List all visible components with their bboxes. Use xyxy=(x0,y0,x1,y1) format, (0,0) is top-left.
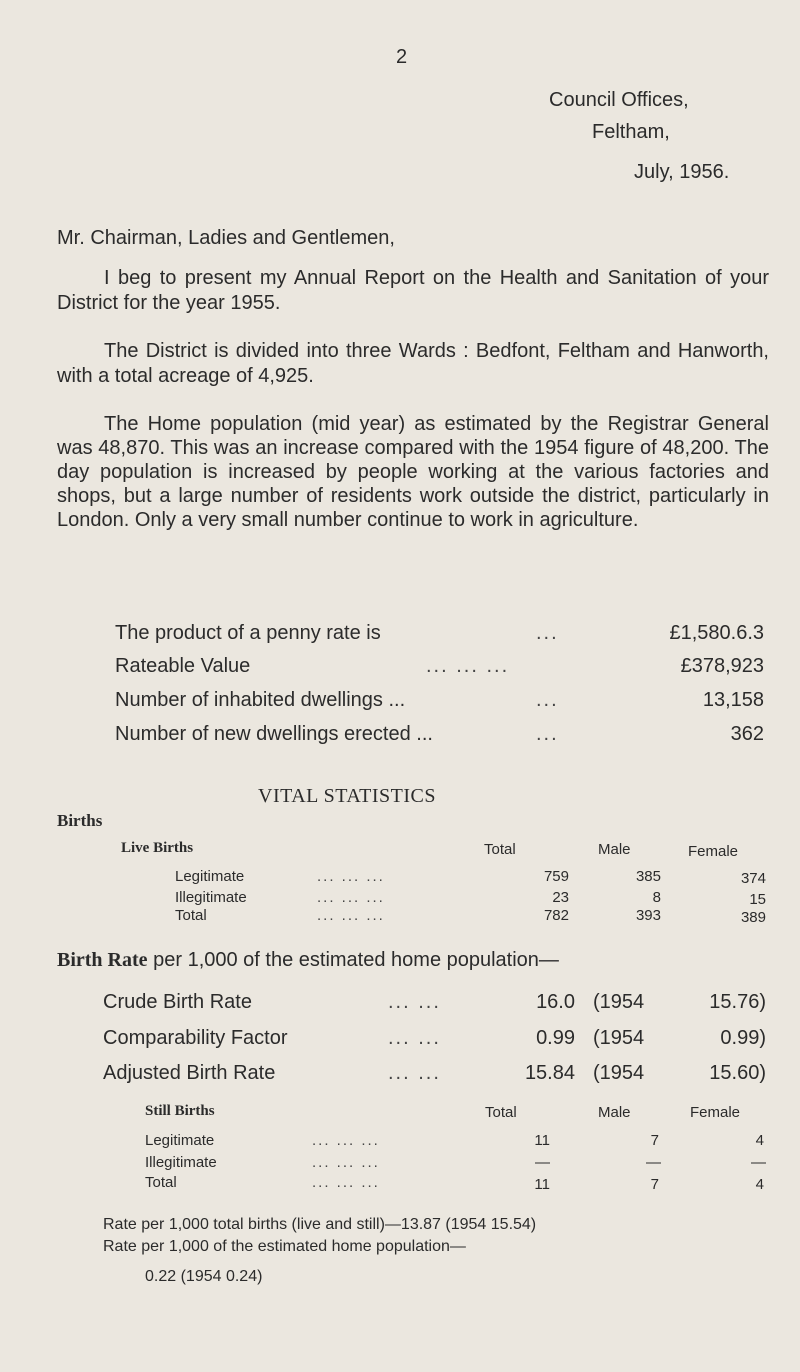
paragraph-population-text: The Home population (mid year) as estimated by the Registrar General was 48,870. This was an increase compared with the 1954 figure of 48,200. The day population is increased by people working at the various factories and shops, but a large number of residents work outside the district, particularly in London. Only a very small number continue to work in agriculture. xyxy=(57,413,769,531)
row-label: Total xyxy=(175,907,207,924)
rate-prev-label: (1954 xyxy=(593,991,645,1013)
footer-line-1: Rate per 1,000 total births (live and still)—13.87 (1954 15.54) xyxy=(103,1216,537,1233)
page-number: 2 xyxy=(396,46,408,68)
rate-prev-value: 0.99) xyxy=(720,1027,766,1049)
cell-female: 4 xyxy=(755,1176,764,1193)
rate-prev-value: 15.60) xyxy=(709,1062,766,1084)
column-header: Total xyxy=(484,841,516,858)
birth-rate-heading-bold: Birth Rate xyxy=(57,949,148,971)
table-heading: Still Births xyxy=(145,1103,215,1119)
leader-dots: ... xyxy=(536,622,559,644)
column-header: Male xyxy=(598,841,631,858)
salutation: Mr. Chairman, Ladies and Gentlemen, xyxy=(57,227,395,249)
leader-dots: ... ... xyxy=(388,1027,441,1049)
cell-total: — xyxy=(535,1154,550,1171)
summary-label: Rateable Value xyxy=(115,655,251,677)
summary-label: Number of inhabited dwellings ... xyxy=(115,689,406,711)
rate-label: Adjusted Birth Rate xyxy=(103,1062,276,1084)
cell-male: — xyxy=(646,1154,661,1171)
leader-dots: ... ... ... xyxy=(426,655,510,677)
cell-female: — xyxy=(751,1154,766,1171)
summary-value: 362 xyxy=(730,723,764,745)
summary-value: £1,580.6.3 xyxy=(669,622,764,644)
paragraph-wards-text: The District is divided into three Wards : Bedfont, Feltham and Hanworth, with a total acreage of 4,925. xyxy=(57,340,769,387)
leader-dots: ... xyxy=(536,689,559,711)
section-title: VITAL STATISTICS xyxy=(258,785,436,807)
summary-value: £378,923 xyxy=(680,655,764,677)
leader-dots: ... ... ... xyxy=(312,1132,380,1149)
birth-rate-heading-rest: per 1,000 of the estimated home population— xyxy=(153,949,559,971)
leader-dots: ... ... xyxy=(388,991,441,1013)
cell-total: 11 xyxy=(534,1132,550,1149)
summary-label: Number of new dwellings erected ... xyxy=(115,723,433,745)
rate-prev-value: 15.76) xyxy=(709,991,766,1013)
leader-dots: ... ... ... xyxy=(317,868,385,885)
column-header: Male xyxy=(598,1104,631,1121)
footer-line-3: 0.22 (1954 0.24) xyxy=(145,1268,263,1285)
summary-value: 13,158 xyxy=(702,689,764,711)
leader-dots: ... ... ... xyxy=(317,889,385,906)
row-label: Total xyxy=(145,1174,177,1191)
paragraph-population xyxy=(57,412,769,532)
leader-dots: ... ... ... xyxy=(312,1154,380,1171)
paragraph-intro-text: I beg to present my Annual Report on the Health and Sanitation of your District for the year 1955. xyxy=(57,267,769,314)
address-line-2: Feltham, xyxy=(592,121,670,143)
cell-male: 7 xyxy=(650,1176,659,1193)
row-label: Legitimate xyxy=(175,868,245,885)
cell-total: 759 xyxy=(543,868,569,885)
cell-male: 8 xyxy=(652,889,661,906)
row-label: Legitimate xyxy=(145,1132,215,1149)
leader-dots: ... ... ... xyxy=(317,907,385,924)
rate-prev-label: (1954 xyxy=(593,1062,645,1084)
birth-rate-heading xyxy=(57,948,559,973)
cell-female: 374 xyxy=(740,870,766,887)
cell-female: 389 xyxy=(740,909,766,926)
leader-dots: ... ... xyxy=(388,1062,441,1084)
cell-male: 7 xyxy=(650,1132,659,1149)
leader-dots: ... xyxy=(536,723,559,745)
footer-line-2: Rate per 1,000 of the estimated home population— xyxy=(103,1238,466,1255)
rate-value: 15.84 xyxy=(524,1062,575,1084)
column-header: Female xyxy=(688,843,739,860)
paragraph-wards xyxy=(57,339,769,389)
leader-dots: ... ... ... xyxy=(312,1174,380,1191)
summary-label: The product of a penny rate is xyxy=(115,622,381,644)
row-label: Illegitimate xyxy=(175,889,247,906)
rate-prev-label: (1954 xyxy=(593,1027,645,1049)
cell-male: 393 xyxy=(635,907,661,924)
births-heading: Births xyxy=(57,811,103,830)
rate-label: Crude Birth Rate xyxy=(103,991,252,1013)
cell-total: 23 xyxy=(552,889,569,906)
cell-total: 11 xyxy=(534,1176,550,1193)
rate-label: Comparability Factor xyxy=(103,1027,288,1049)
cell-male: 385 xyxy=(635,868,661,885)
address-line-3: July, 1956. xyxy=(634,161,730,183)
column-header: Female xyxy=(690,1104,741,1121)
cell-total: 782 xyxy=(543,907,569,924)
rate-value: 16.0 xyxy=(536,991,575,1013)
address-line-1: Council Offices, xyxy=(549,89,689,111)
row-label: Illegitimate xyxy=(145,1154,217,1171)
paragraph-intro xyxy=(57,266,769,316)
rate-value: 0.99 xyxy=(536,1027,575,1049)
table-heading: Live Births xyxy=(121,840,194,856)
cell-female: 4 xyxy=(755,1132,764,1149)
column-header: Total xyxy=(485,1104,517,1121)
cell-female: 15 xyxy=(749,891,766,908)
